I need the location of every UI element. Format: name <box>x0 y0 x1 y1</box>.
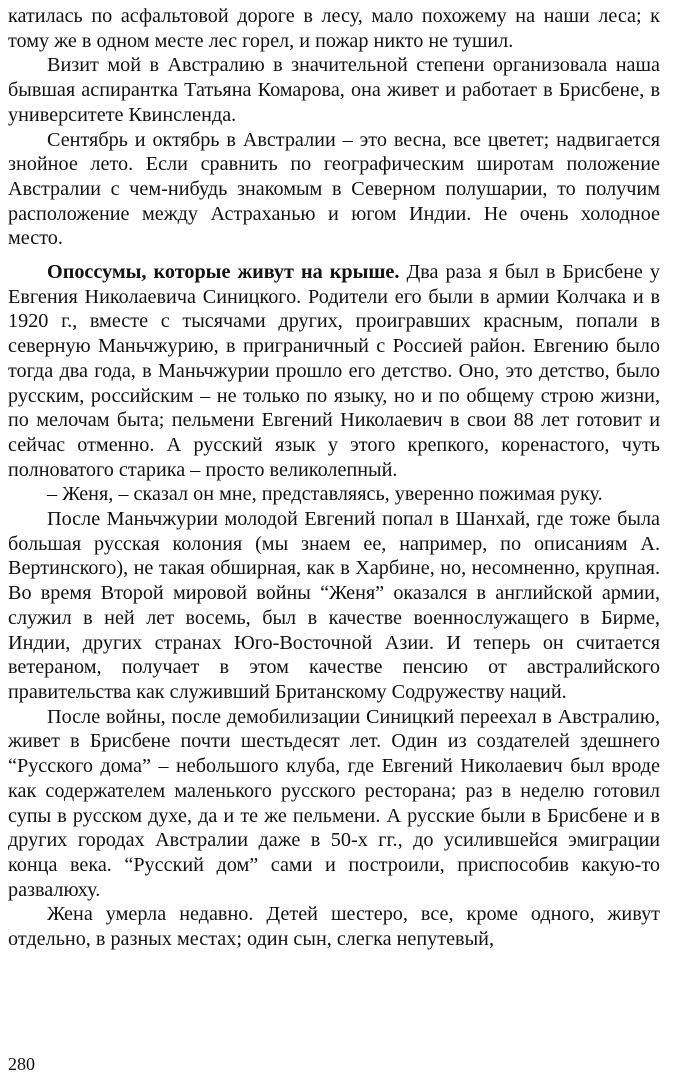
paragraph-2: Визит мой в Австралию в значительной степени организовала наша бывшая аспирантка Татьяна Комарова, она живет и работает в Брисбене, в университете Квинсленда. <box>8 54 660 126</box>
page-body <box>8 4 660 952</box>
paragraph-4-text: Два раза я был в Брисбене у Евгения Николаевича Синицкого. Родители его были в армии Колчака и в 1920 г., вместе с тысячами других, проигравших красным, попали в северную Маньчжурию, в приграничный с Россией район. Евгению было тогда два года, в Маньчжурии прошло его детство. Оно, это детство, было русским, российским – не только по языку, но и по общему строю жизни, по мелочам быта; пельмени Евгений Николаевич в свои 88 лет готовит и сейчас отменно. А русский язык у этого крепкого, коренастого, чуть полноватого старика – просто великолепный. <box>8 261 660 481</box>
paragraph-3: Сентябрь и октябрь в Австралии – это весна, все цветет; надвигается знойное лето. Если сравнить по географическим широтам положение Австралии с чем-нибудь знакомым в Северном полушарии, то получим расположение между Астраханью и югом Индии. Не очень холодное место. <box>8 128 660 250</box>
section-heading: Опоссумы, которые живут на крыше. <box>47 261 400 284</box>
paragraph-4 <box>8 260 660 482</box>
paragraph-1: катилась по асфальтовой дороге в лесу, мало похожему на наши леса; к тому же в одном месте лес горел, и пожар никто не тушил. <box>8 5 660 52</box>
paragraph-6: После Маньчжурии молодой Евгений попал в Шанхай, где тоже была большая русская колония (мы знаем ее, например, по описаниям А. Вертинского), не такая обширная, как в Харбине, но, несомненно, крупная. Во время Второй мировой войны “Женя” оказался в английской армии, служил в ней лет восемь, был в качестве военнослужащего в Бирме, Индии, других странах Юго-Восточной Азии. И теперь он считается ветераном, получает в этом качестве пенсию от австралийского правительства как служивший Британскому Содружеству наций. <box>8 508 660 703</box>
paragraph-5: – Женя, – сказал он мне, представляясь, уверенно пожимая руку. <box>47 483 603 506</box>
paragraph-7: После войны, после демобилизации Синицкий переехал в Австралию, живет в Брисбене почти шестьдесят лет. Один из создателей здешнего “Русского дома” – небольшого клуба, где Евгений Николаевич был вроде как содержателем маленького русского ресторана; раз в неделю готовил супы в русском духе, да и те же пельмени. А русские были в Брисбене и в других городах Австралии даже в 50-х гг., до усилившейся эмиграции конца века. “Русский дом” сами и построили, приспособив какую-то развалюху. <box>8 705 660 901</box>
page-number: 280 <box>8 1054 35 1074</box>
paragraph-8: Жена умерла недавно. Детей шестеро, все, кроме одного, живут отдельно, в разных местах; один сын, слегка непутевый, <box>8 903 660 951</box>
